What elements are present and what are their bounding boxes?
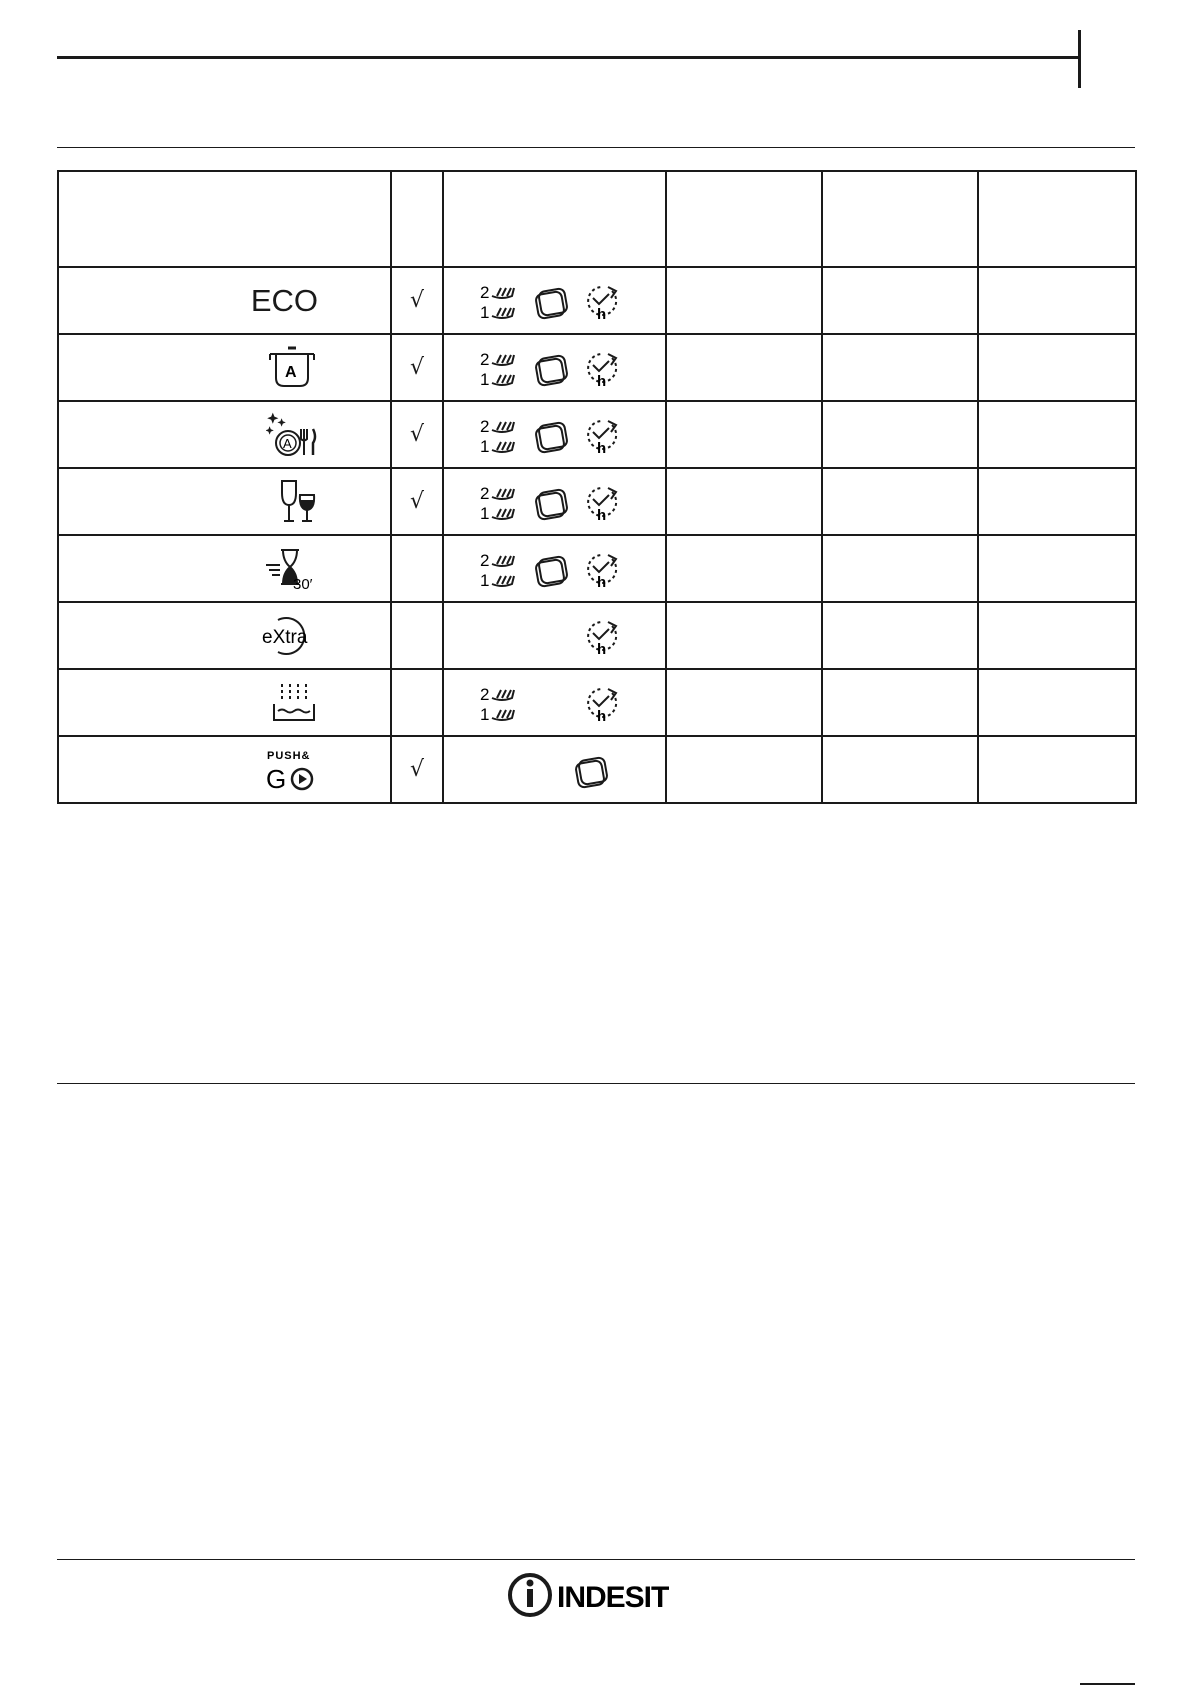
auto-sparkle-cutlery-icon bbox=[266, 411, 318, 459]
table-row bbox=[58, 468, 1136, 535]
data-cell bbox=[822, 334, 978, 401]
check-cell bbox=[391, 401, 443, 468]
options-icons bbox=[480, 348, 630, 388]
svg-text:2: 2 bbox=[479, 349, 489, 369]
header-cell-check bbox=[391, 171, 443, 267]
data-cell bbox=[822, 602, 978, 669]
header-cell-options bbox=[443, 171, 666, 267]
program-cell bbox=[58, 267, 391, 334]
data-cell bbox=[666, 535, 822, 602]
check-mark: √ bbox=[409, 422, 425, 447]
delay-start-icon bbox=[588, 421, 616, 455]
svg-text:1: 1 bbox=[479, 436, 489, 455]
options-cell bbox=[443, 267, 666, 334]
svg-text:h: h bbox=[596, 573, 606, 589]
table-row bbox=[58, 736, 1136, 803]
data-cell bbox=[666, 334, 822, 401]
svg-text:h: h bbox=[596, 707, 606, 723]
data-cell bbox=[978, 468, 1136, 535]
data-cell bbox=[978, 602, 1136, 669]
eco-program-icon: ECO bbox=[250, 282, 318, 318]
pre-wash-icon bbox=[270, 682, 318, 724]
program-cell bbox=[58, 468, 391, 535]
svg-text:h: h bbox=[596, 439, 606, 455]
header-cell-program bbox=[58, 171, 391, 267]
options-icons bbox=[480, 482, 630, 522]
data-cell bbox=[666, 602, 822, 669]
options-icons bbox=[480, 616, 630, 656]
check-mark: √ bbox=[409, 489, 425, 514]
options-icons bbox=[480, 281, 630, 321]
options-icons bbox=[480, 549, 630, 589]
check-mark: √ bbox=[409, 355, 425, 380]
table-header-row bbox=[58, 171, 1136, 267]
check-cell bbox=[391, 736, 443, 803]
half-load-icon bbox=[480, 417, 514, 455]
program-cell bbox=[58, 602, 391, 669]
table-row bbox=[58, 535, 1136, 602]
delay-start-icon bbox=[588, 287, 616, 321]
check-cell bbox=[391, 535, 443, 602]
svg-text:1: 1 bbox=[479, 570, 489, 589]
table-row bbox=[58, 669, 1136, 736]
svg-text:h: h bbox=[596, 506, 606, 522]
svg-text:h: h bbox=[596, 305, 606, 321]
options-cell bbox=[443, 736, 666, 803]
header-cell-col4 bbox=[666, 171, 822, 267]
indesit-logo bbox=[505, 1570, 695, 1620]
program-table bbox=[57, 170, 1137, 804]
check-cell bbox=[391, 602, 443, 669]
data-cell bbox=[822, 468, 978, 535]
data-cell bbox=[978, 401, 1136, 468]
check-mark: √ bbox=[409, 288, 425, 313]
header-cell-col6 bbox=[978, 171, 1136, 267]
header-cell-col5 bbox=[822, 171, 978, 267]
svg-text:PUSH&: PUSH& bbox=[267, 749, 311, 762]
svg-text:2: 2 bbox=[479, 483, 489, 503]
tablet-icon bbox=[575, 756, 608, 787]
extra-icon bbox=[262, 614, 318, 658]
delay-start-icon bbox=[588, 488, 616, 522]
tablet-icon bbox=[535, 488, 568, 519]
svg-text:1: 1 bbox=[479, 369, 489, 388]
section-rule-mid bbox=[57, 1083, 1135, 1084]
tablet-icon bbox=[535, 354, 568, 385]
svg-text:eXtra: eXtra bbox=[262, 626, 308, 648]
top-rule-tick bbox=[1078, 30, 1081, 88]
svg-text:30′: 30′ bbox=[293, 575, 313, 591]
half-load-icon bbox=[480, 685, 514, 723]
data-cell bbox=[822, 401, 978, 468]
options-icons bbox=[480, 750, 630, 790]
svg-text:h: h bbox=[596, 640, 606, 656]
data-cell bbox=[822, 669, 978, 736]
svg-text:A: A bbox=[285, 363, 297, 381]
push-and-go-icon bbox=[266, 748, 318, 792]
data-cell bbox=[978, 669, 1136, 736]
delay-start-icon bbox=[588, 555, 616, 589]
table-row bbox=[58, 267, 1136, 334]
svg-text:h: h bbox=[596, 372, 606, 388]
table-row bbox=[58, 334, 1136, 401]
options-cell bbox=[443, 669, 666, 736]
options-icons bbox=[480, 415, 630, 455]
data-cell bbox=[822, 267, 978, 334]
svg-text:2: 2 bbox=[479, 282, 489, 302]
check-cell bbox=[391, 334, 443, 401]
check-cell bbox=[391, 267, 443, 334]
half-load-icon bbox=[480, 350, 514, 388]
tablet-icon bbox=[535, 555, 568, 586]
delay-start-icon bbox=[588, 354, 616, 388]
data-cell bbox=[978, 535, 1136, 602]
table-row bbox=[58, 602, 1136, 669]
quick-30-icon bbox=[264, 547, 318, 591]
top-rule bbox=[57, 56, 1080, 59]
half-load-icon bbox=[480, 551, 514, 589]
check-cell bbox=[391, 468, 443, 535]
options-cell bbox=[443, 602, 666, 669]
data-cell bbox=[978, 736, 1136, 803]
wine-glasses-icon bbox=[278, 479, 318, 525]
options-icons bbox=[480, 683, 630, 723]
program-cell bbox=[58, 535, 391, 602]
data-cell bbox=[666, 669, 822, 736]
data-cell bbox=[666, 468, 822, 535]
footer-rule bbox=[57, 1559, 1135, 1560]
data-cell bbox=[978, 334, 1136, 401]
svg-text:2: 2 bbox=[479, 416, 489, 436]
auto-pot-icon bbox=[266, 346, 318, 390]
check-mark: √ bbox=[409, 757, 425, 782]
check-cell bbox=[391, 669, 443, 736]
options-cell bbox=[443, 468, 666, 535]
program-cell bbox=[58, 401, 391, 468]
options-cell bbox=[443, 401, 666, 468]
program-cell bbox=[58, 669, 391, 736]
data-cell bbox=[822, 736, 978, 803]
svg-text:1: 1 bbox=[479, 704, 489, 723]
svg-text:1: 1 bbox=[479, 302, 489, 321]
delay-start-icon bbox=[588, 689, 616, 723]
svg-text:2: 2 bbox=[479, 684, 489, 704]
data-cell bbox=[978, 267, 1136, 334]
data-cell bbox=[666, 401, 822, 468]
data-cell bbox=[822, 535, 978, 602]
data-cell bbox=[666, 736, 822, 803]
svg-text:2: 2 bbox=[479, 550, 489, 570]
section-rule-top bbox=[57, 147, 1135, 148]
svg-text:A: A bbox=[283, 435, 292, 451]
program-cell bbox=[58, 334, 391, 401]
table-row bbox=[58, 401, 1136, 468]
half-load-icon bbox=[480, 283, 514, 321]
data-cell bbox=[666, 267, 822, 334]
program-cell bbox=[58, 736, 391, 803]
go-letter-g: G bbox=[266, 763, 287, 792]
tablet-icon bbox=[535, 421, 568, 452]
options-cell bbox=[443, 334, 666, 401]
svg-text:INDESIT: INDESIT bbox=[557, 1581, 669, 1614]
options-cell bbox=[443, 535, 666, 602]
half-load-icon bbox=[480, 484, 514, 522]
svg-text:1: 1 bbox=[479, 503, 489, 522]
tablet-icon bbox=[535, 287, 568, 318]
delay-start-icon bbox=[588, 622, 616, 656]
